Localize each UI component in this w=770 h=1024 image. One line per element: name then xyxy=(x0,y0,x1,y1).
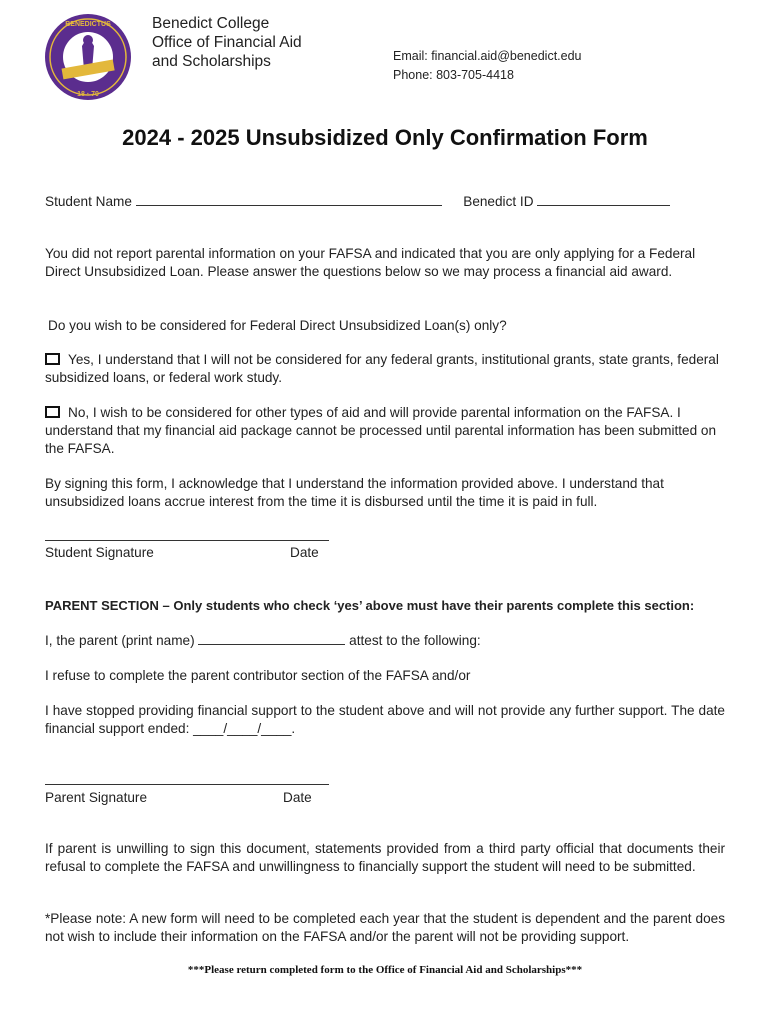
student-signature-label: Student Signature xyxy=(45,545,154,560)
refuse-statement: I refuse to complete the parent contributor section of the FAFSA and/or xyxy=(45,668,471,683)
acknowledgement-paragraph: By signing this form, I acknowledge that I understand the information provided above. I understand that unsubsidized loans accrue interest from the time it is disbursed until the time it is paid in full. xyxy=(45,476,664,509)
student-signature-line[interactable] xyxy=(45,540,329,541)
option-yes-label: Yes, I understand that I will not be considered for any federal grants, institutional grants, state grants, federal subsidized loans, or federal work study. xyxy=(45,352,719,385)
option-no-label: No, I wish to be considered for other types of aid and will provide parental information on the FAFSA. I understand that my financial aid package cannot be processed until parental information has been submitted on the FAFSA. xyxy=(45,405,717,456)
contact-email: Email: financial.aid@benedict.edu xyxy=(393,49,582,63)
org-line-2: Office of Financial Aid xyxy=(152,34,302,51)
option-no xyxy=(45,404,725,458)
svg-text:18 · 70: 18 · 70 xyxy=(77,91,99,98)
parent-section-heading: PARENT SECTION – Only students who check ‘yes’ above must have their parents complete this section: xyxy=(45,598,695,613)
question-text: Do you wish to be considered for Federal Direct Unsubsidized Loan(s) only? xyxy=(48,318,507,333)
parent-signature-line[interactable] xyxy=(45,784,329,785)
parent-name-row xyxy=(45,632,725,650)
stopped-support-statement: I have stopped providing financial support to the student above and will not provide any further support. The date financial support ended: ____/____/____. xyxy=(45,703,725,736)
option-yes xyxy=(45,351,725,387)
parent-name-field[interactable] xyxy=(198,632,345,645)
return-instructions-footer: ***Please return completed form to the Office of Financial Aid and Scholarships*** xyxy=(187,964,583,976)
student-signature-date-label: Date xyxy=(290,545,319,560)
student-name-label: Student Name xyxy=(45,194,132,209)
parent-name-suffix: attest to the following: xyxy=(349,633,481,648)
annual-note-paragraph: *Please note: A new form will need to be completed each year that the student is dependent and the parent does not wish to include their information on the FAFSA and/or the parent will not be providing support. xyxy=(45,911,725,944)
org-line-3: and Scholarships xyxy=(152,53,271,70)
parent-signature-label: Parent Signature xyxy=(45,790,148,805)
form-title: 2024 - 2025 Unsubsidized Only Confirmation Form xyxy=(122,125,648,150)
benedict-id-field[interactable] xyxy=(537,193,670,206)
third-party-paragraph: If parent is unwilling to sign this document, statements provided from a third party official that documents their refusal to complete the FAFSA and unwillingness to financially support the student will need to be submitted. xyxy=(45,841,725,874)
no-checkbox[interactable] xyxy=(45,406,60,418)
parent-name-prefix: I, the parent (print name) xyxy=(45,633,195,648)
benedict-id-label: Benedict ID xyxy=(463,194,534,209)
contact-phone: Phone: 803-705-4418 xyxy=(393,68,514,82)
parent-signature-date-label: Date xyxy=(283,790,312,805)
yes-checkbox[interactable] xyxy=(45,353,60,365)
org-line-1: Benedict College xyxy=(152,15,270,32)
contact-info xyxy=(393,47,582,85)
intro-paragraph: You did not report parental information on your FAFSA and indicated that you are only applying for a Federal Direct Unsubsidized Loan. Please answer the questions below so we may process a financial aid award. xyxy=(45,246,696,279)
college-seal-logo xyxy=(44,12,132,102)
student-fields-row xyxy=(45,193,725,211)
organization-name xyxy=(152,14,302,71)
student-name-field[interactable] xyxy=(136,193,442,206)
svg-text:BENEDICTUS: BENEDICTUS xyxy=(65,21,111,28)
